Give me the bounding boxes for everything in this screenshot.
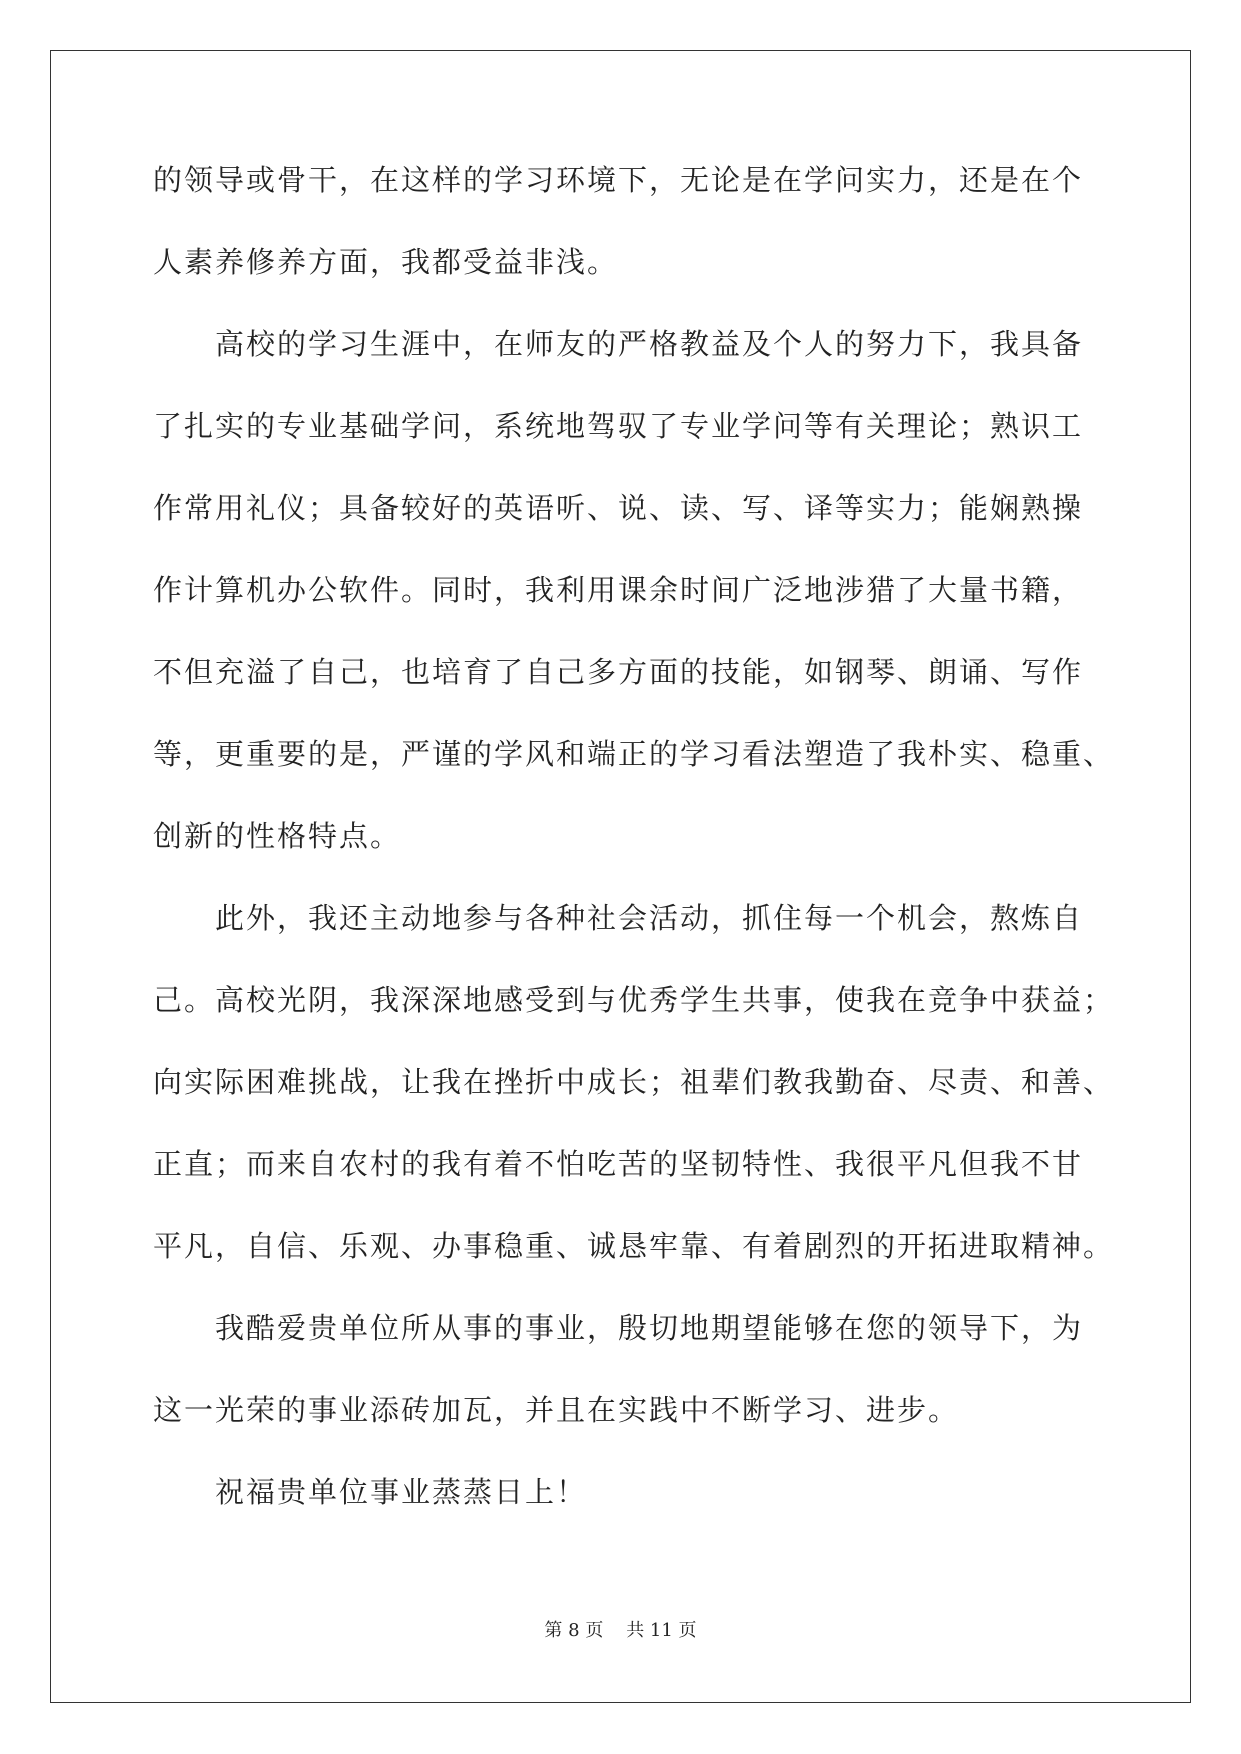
text-line: 我酷爱贵单位所从事的事业，殷切地期望能够在您的领导下，为 <box>215 1311 1084 1345</box>
text-line: 创新的性格特点。 <box>153 819 402 853</box>
text-line: 正直；而来自农村的我有着不怕吃苦的坚韧特性、我很平凡但我不甘 <box>153 1147 1084 1181</box>
text-line: 此外，我还主动地参与各种社会活动，抓住每一个机会，熬炼自 <box>215 901 1084 935</box>
text-line: 高校的学习生涯中，在师友的严格教益及个人的努力下，我具备 <box>215 327 1084 361</box>
document-body <box>153 155 1113 1549</box>
text-line: 了扎实的专业基础学问，系统地驾驭了专业学问等有关理论；熟识工 <box>153 409 1084 443</box>
text-line: 向实际困难挑战，让我在挫折中成长；祖辈们教我勤奋、尽责、和善、 <box>153 1065 1115 1099</box>
text-line: 祝福贵单位事业蒸蒸日上！ <box>215 1475 588 1509</box>
text-line: 作常用礼仪；具备较好的英语听、说、读、写、译等实力；能娴熟操 <box>153 491 1084 525</box>
text-line: 的领导或骨干，在这样的学习环境下，无论是在学问实力，还是在个 <box>153 163 1084 197</box>
text-line: 人素养修养方面，我都受益非浅。 <box>153 245 619 279</box>
text-line: 等，更重要的是，严谨的学风和端正的学习看法塑造了我朴实、稳重、 <box>153 737 1115 771</box>
text-line: 作计算机办公软件。同时，我利用课余时间广泛地涉猎了大量书籍， <box>153 573 1084 607</box>
text-line: 不但充溢了自己，也培育了自己多方面的技能，如钢琴、朗诵、写作 <box>153 655 1084 689</box>
text-line: 平凡，自信、乐观、办事稳重、诚恳牢靠、有着剧烈的开拓进取精神。 <box>153 1229 1115 1263</box>
text-line: 这一光荣的事业添砖加瓦，并且在实践中不断学习、进步。 <box>153 1393 960 1427</box>
text-line: 己。高校光阴，我深深地感受到与优秀学生共事，使我在竞争中获益； <box>153 983 1115 1017</box>
page-footer: 第 8 页 共 11 页 <box>544 1620 697 1641</box>
